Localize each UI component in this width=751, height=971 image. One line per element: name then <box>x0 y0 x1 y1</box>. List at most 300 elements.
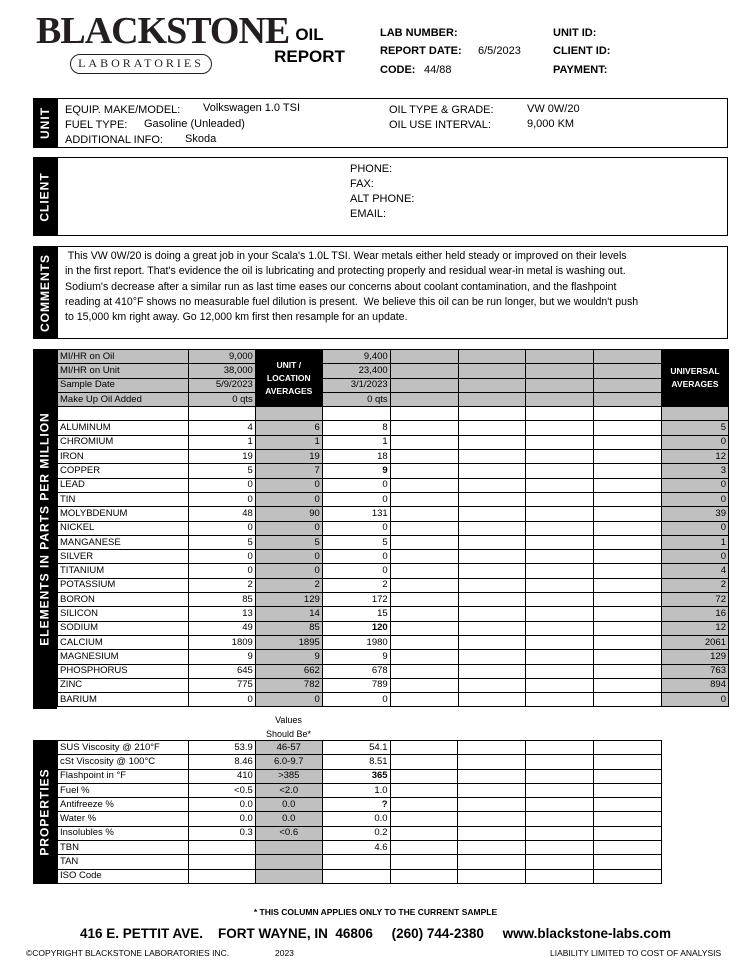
empty-cell <box>526 741 594 755</box>
empty-cell <box>594 812 662 826</box>
element-universal-average: 0 <box>661 693 728 707</box>
empty-cell <box>255 407 322 421</box>
empty-cell <box>390 350 458 364</box>
empty-cell <box>526 407 594 421</box>
property-current-value: 8.46 <box>188 755 255 769</box>
property-current-value <box>188 855 255 869</box>
empty-cell <box>458 578 526 592</box>
table-row <box>58 478 729 492</box>
property-name: Water % <box>58 812 189 826</box>
property-previous-value: 54.1 <box>322 741 390 755</box>
property-name: ISO Code <box>58 869 189 883</box>
spacer-row <box>58 407 729 421</box>
table-row <box>58 535 729 549</box>
footer-copyright: ©COPYRIGHT BLACKSTONE LABORATORIES INC. <box>26 948 230 958</box>
empty-cell <box>458 407 526 421</box>
element-previous-value: 1980 <box>322 635 390 649</box>
alt-phone-label: ALT PHONE: <box>350 193 415 205</box>
table-row <box>58 635 729 649</box>
empty-cell <box>526 421 594 435</box>
empty-cell <box>594 607 662 621</box>
empty-cell <box>322 407 390 421</box>
empty-cell <box>390 550 458 564</box>
element-name: CHROMIUM <box>58 435 189 449</box>
property-current-value: 0.3 <box>188 826 255 840</box>
empty-cell <box>390 421 458 435</box>
element-universal-average: 39 <box>661 507 728 521</box>
table-row <box>58 755 662 769</box>
element-universal-average: 12 <box>661 621 728 635</box>
property-previous-value: 0.2 <box>322 826 390 840</box>
element-unit-average: 0 <box>255 550 322 564</box>
property-current-value: 53.9 <box>188 741 255 755</box>
empty-cell <box>526 378 594 392</box>
element-name: MOLYBDENUM <box>58 507 189 521</box>
report-date-label: REPORT DATE: <box>380 45 462 57</box>
empty-cell <box>390 664 458 678</box>
empty-cell <box>594 593 662 607</box>
element-unit-average: 0 <box>255 564 322 578</box>
empty-cell <box>594 826 662 840</box>
info-previous-value: 3/1/2023 <box>322 378 390 392</box>
report-title-line2: REPORT <box>274 47 345 66</box>
element-unit-average: 5 <box>255 535 322 549</box>
empty-cell <box>594 678 662 692</box>
element-current-value: 0 <box>188 550 255 564</box>
element-previous-value: 9 <box>322 650 390 664</box>
element-current-value: 1809 <box>188 635 255 649</box>
empty-cell <box>526 478 594 492</box>
empty-cell <box>594 535 662 549</box>
empty-cell <box>390 564 458 578</box>
element-current-value: 0 <box>188 564 255 578</box>
table-row <box>58 593 729 607</box>
properties-side-label: PROPERTIES <box>33 740 57 884</box>
table-row <box>58 812 662 826</box>
empty-cell <box>458 783 526 797</box>
info-row <box>58 350 729 364</box>
empty-cell <box>594 464 662 478</box>
empty-cell <box>390 635 458 649</box>
property-current-value: 410 <box>188 769 255 783</box>
table-row <box>58 769 662 783</box>
empty-cell <box>661 407 728 421</box>
properties-table <box>57 740 662 884</box>
empty-cell <box>594 841 662 855</box>
element-current-value: 13 <box>188 607 255 621</box>
client-side-label: CLIENT <box>33 157 57 236</box>
element-name: LEAD <box>58 478 189 492</box>
element-current-value: 85 <box>188 593 255 607</box>
footer-note: * THIS COLUMN APPLIES ONLY TO THE CURRENT SAMPLE <box>253 907 498 917</box>
empty-cell <box>458 621 526 635</box>
element-previous-value: 0 <box>322 564 390 578</box>
element-current-value: 49 <box>188 621 255 635</box>
table-row <box>58 435 729 449</box>
property-previous-value: 4.6 <box>322 841 390 855</box>
empty-cell <box>458 593 526 607</box>
property-should-be: 6.0-9.7 <box>255 755 322 769</box>
element-name: TIN <box>58 492 189 506</box>
element-name: TITANIUM <box>58 564 189 578</box>
property-name: Insolubles % <box>58 826 189 840</box>
property-previous-value: 365 <box>322 769 390 783</box>
empty-cell <box>458 693 526 707</box>
empty-cell <box>458 841 526 855</box>
element-universal-average: 4 <box>661 564 728 578</box>
element-previous-value: 0 <box>322 550 390 564</box>
element-current-value: 0 <box>188 521 255 535</box>
empty-cell <box>526 755 594 769</box>
element-name: ALUMINUM <box>58 421 189 435</box>
element-current-value: 48 <box>188 507 255 521</box>
empty-cell <box>594 769 662 783</box>
empty-cell <box>594 435 662 449</box>
empty-cell <box>390 607 458 621</box>
empty-cell <box>594 392 662 406</box>
table-row <box>58 664 729 678</box>
property-current-value <box>188 841 255 855</box>
info-current-value: 38,000 <box>188 364 255 378</box>
element-current-value: 775 <box>188 678 255 692</box>
empty-cell <box>390 812 458 826</box>
footer-address: 416 E. PETTIT AVE. FORT WAYNE, IN 46806 (260) 744-2380 www.blackstone-labs.com <box>80 926 671 941</box>
info-current-value: 9,000 <box>188 350 255 364</box>
element-universal-average: 894 <box>661 678 728 692</box>
values-should-be-head <box>255 713 322 741</box>
empty-cell <box>526 507 594 521</box>
empty-cell <box>526 855 594 869</box>
table-row <box>58 855 662 869</box>
empty-cell <box>458 350 526 364</box>
footer-year: 2023 <box>275 948 294 958</box>
empty-cell <box>526 769 594 783</box>
empty-cell <box>526 812 594 826</box>
element-previous-value: 15 <box>322 607 390 621</box>
empty-cell <box>526 869 594 883</box>
empty-cell <box>458 798 526 812</box>
element-current-value: 0 <box>188 478 255 492</box>
empty-cell <box>526 783 594 797</box>
fuel-type-label: FUEL TYPE: <box>65 119 128 131</box>
payment-label: PAYMENT: <box>553 64 608 76</box>
empty-cell <box>458 521 526 535</box>
lab-number-label: LAB NUMBER: <box>380 27 458 39</box>
oil-type-label: OIL TYPE & GRADE: <box>389 104 494 116</box>
property-name: TAN <box>58 855 189 869</box>
empty-cell <box>458 664 526 678</box>
empty-cell <box>458 435 526 449</box>
empty-cell <box>390 378 458 392</box>
element-name: BORON <box>58 593 189 607</box>
empty-cell <box>390 841 458 855</box>
element-name: CALCIUM <box>58 635 189 649</box>
element-previous-value: 2 <box>322 578 390 592</box>
empty-cell <box>390 492 458 506</box>
empty-cell <box>594 478 662 492</box>
empty-cell <box>58 407 189 421</box>
comment-line: reading at 410°F shows no measurable fuel dilution is present. We believe this oil can be run longer, but we wouldn't push <box>65 295 639 308</box>
table-row <box>58 678 729 692</box>
email-label: EMAIL: <box>350 208 387 220</box>
code-value: 44/88 <box>424 64 452 76</box>
property-should-be <box>255 869 322 883</box>
empty-cell <box>594 650 662 664</box>
equip-value: Volkswagen 1.0 TSI <box>203 102 301 114</box>
empty-cell <box>458 507 526 521</box>
empty-cell <box>390 478 458 492</box>
empty-cell <box>526 621 594 635</box>
property-current-value: 0.0 <box>188 812 255 826</box>
element-universal-average: 0 <box>661 435 728 449</box>
fuel-type-value: Gasoline (Unleaded) <box>144 118 245 130</box>
report-title-line1: OIL <box>295 25 324 44</box>
empty-cell <box>594 378 662 392</box>
empty-cell <box>594 869 662 883</box>
empty-cell <box>390 826 458 840</box>
client-id-label: CLIENT ID: <box>553 45 611 57</box>
empty-cell <box>594 550 662 564</box>
values-head-line1: Values <box>275 715 302 725</box>
elements-side-label: ELEMENTS IN PARTS PER MILLION <box>33 349 57 709</box>
empty-cell <box>526 492 594 506</box>
empty-cell <box>526 578 594 592</box>
element-unit-average: 129 <box>255 593 322 607</box>
element-universal-average: 5 <box>661 421 728 435</box>
empty-cell <box>390 855 458 869</box>
element-unit-average: 0 <box>255 693 322 707</box>
element-previous-value: 120 <box>322 621 390 635</box>
element-unit-average: 90 <box>255 507 322 521</box>
empty-cell <box>526 550 594 564</box>
empty-cell <box>594 507 662 521</box>
empty-cell <box>458 769 526 783</box>
logo-wordmark: BLACKSTONE <box>36 10 290 52</box>
element-previous-value: 172 <box>322 593 390 607</box>
empty-cell <box>390 392 458 406</box>
element-unit-average: 1895 <box>255 635 322 649</box>
property-previous-value: 1.0 <box>322 783 390 797</box>
empty-cell <box>594 855 662 869</box>
info-row <box>58 364 729 378</box>
empty-cell <box>594 350 662 364</box>
element-unit-average: 9 <box>255 650 322 664</box>
element-universal-average: 0 <box>661 492 728 506</box>
property-should-be: 0.0 <box>255 812 322 826</box>
empty-cell <box>526 678 594 692</box>
empty-cell <box>526 521 594 535</box>
element-previous-value: 0 <box>322 521 390 535</box>
property-should-be <box>255 841 322 855</box>
report-date-value: 6/5/2023 <box>478 45 521 57</box>
element-name: NICKEL <box>58 521 189 535</box>
table-row <box>58 464 729 478</box>
empty-cell <box>390 755 458 769</box>
element-previous-value: 0 <box>322 478 390 492</box>
property-current-value: <0.5 <box>188 783 255 797</box>
element-current-value: 4 <box>188 421 255 435</box>
comment-line: in the first report. That's evidence the oil is lubricating and protecting properly and residual wear-in metal is washing out. <box>65 265 626 278</box>
empty-cell <box>390 535 458 549</box>
empty-cell <box>594 783 662 797</box>
element-unit-average: 662 <box>255 664 322 678</box>
empty-cell <box>594 741 662 755</box>
empty-cell <box>526 464 594 478</box>
empty-cell <box>458 650 526 664</box>
empty-cell <box>594 578 662 592</box>
footer-liability: LIABILITY LIMITED TO COST OF ANALYSIS <box>550 948 722 958</box>
empty-cell <box>390 507 458 521</box>
values-head-line2: Should Be* <box>265 729 312 739</box>
element-current-value: 9 <box>188 650 255 664</box>
empty-cell <box>458 378 526 392</box>
report-title <box>262 24 357 68</box>
element-universal-average: 16 <box>661 607 728 621</box>
element-name: MANGANESE <box>58 535 189 549</box>
element-name: ZINC <box>58 678 189 692</box>
element-universal-average: 0 <box>661 521 728 535</box>
code-label: CODE: <box>380 64 416 76</box>
info-label: MI/HR on Unit <box>58 364 189 378</box>
element-universal-average: 129 <box>661 650 728 664</box>
oil-type-value: VW 0W/20 <box>527 103 580 115</box>
empty-cell <box>594 798 662 812</box>
element-previous-value: 1 <box>322 435 390 449</box>
element-universal-average: 2061 <box>661 635 728 649</box>
empty-cell <box>526 607 594 621</box>
comment-line: to 15,000 km right away. Go 12,000 km first then resample for an update. <box>65 311 408 324</box>
empty-cell <box>458 869 526 883</box>
info-current-value: 5/9/2023 <box>188 378 255 392</box>
table-row <box>58 578 729 592</box>
element-universal-average: 763 <box>661 664 728 678</box>
empty-cell <box>390 464 458 478</box>
property-name: Flashpoint in °F <box>58 769 189 783</box>
universal-averages-head: UNIVERSAL AVERAGES <box>661 350 728 407</box>
comments-text <box>65 249 725 325</box>
empty-cell <box>458 550 526 564</box>
empty-cell <box>594 421 662 435</box>
element-name: BARIUM <box>58 693 189 707</box>
element-previous-value: 8 <box>322 421 390 435</box>
empty-cell <box>390 435 458 449</box>
info-row <box>58 392 729 406</box>
element-unit-average: 0 <box>255 478 322 492</box>
property-should-be: 0.0 <box>255 798 322 812</box>
element-previous-value: 18 <box>322 450 390 464</box>
additional-info-value: Skoda <box>185 133 217 145</box>
element-universal-average: 0 <box>661 478 728 492</box>
element-current-value: 0 <box>188 492 255 506</box>
empty-cell <box>526 392 594 406</box>
table-row <box>58 783 662 797</box>
element-universal-average: 12 <box>661 450 728 464</box>
element-universal-average: 1 <box>661 535 728 549</box>
empty-cell <box>458 421 526 435</box>
info-label: Sample Date <box>58 378 189 392</box>
table-row <box>58 741 662 755</box>
info-current-value: 0 qts <box>188 392 255 406</box>
empty-cell <box>594 521 662 535</box>
empty-cell <box>594 635 662 649</box>
empty-cell <box>390 783 458 797</box>
empty-cell <box>390 769 458 783</box>
element-previous-value: 0 <box>322 693 390 707</box>
empty-cell <box>458 607 526 621</box>
element-name: PHOSPHORUS <box>58 664 189 678</box>
property-previous-value <box>322 855 390 869</box>
element-current-value: 19 <box>188 450 255 464</box>
element-name: SILICON <box>58 607 189 621</box>
element-previous-value: 0 <box>322 492 390 506</box>
table-row <box>58 621 729 635</box>
element-unit-average: 0 <box>255 521 322 535</box>
empty-cell <box>526 450 594 464</box>
property-should-be: >385 <box>255 769 322 783</box>
comment-line: This VW 0W/20 is doing a great job in your Scala's 1.0L TSI. Wear metals either held steady or improved on their levels <box>65 250 627 262</box>
property-previous-value <box>322 869 390 883</box>
table-row <box>58 521 729 535</box>
element-name: IRON <box>58 450 189 464</box>
empty-cell <box>526 826 594 840</box>
empty-cell <box>458 755 526 769</box>
empty-cell <box>458 855 526 869</box>
table-row <box>58 450 729 464</box>
additional-info-label: ADDITIONAL INFO: <box>65 134 163 146</box>
property-name: cSt Viscosity @ 100°C <box>58 755 189 769</box>
phone-label: PHONE: <box>350 163 393 175</box>
table-row <box>58 826 662 840</box>
empty-cell <box>526 364 594 378</box>
element-current-value: 5 <box>188 464 255 478</box>
empty-cell <box>458 741 526 755</box>
fax-label: FAX: <box>350 178 374 190</box>
empty-cell <box>458 564 526 578</box>
empty-cell <box>390 741 458 755</box>
element-name: MAGNESIUM <box>58 650 189 664</box>
empty-cell <box>594 664 662 678</box>
empty-cell <box>390 578 458 592</box>
empty-cell <box>458 812 526 826</box>
element-unit-average: 14 <box>255 607 322 621</box>
element-unit-average: 19 <box>255 450 322 464</box>
empty-cell <box>390 407 458 421</box>
property-previous-value: 8.51 <box>322 755 390 769</box>
element-universal-average: 3 <box>661 464 728 478</box>
empty-cell <box>526 564 594 578</box>
element-name: SODIUM <box>58 621 189 635</box>
element-unit-average: 1 <box>255 435 322 449</box>
element-universal-average: 2 <box>661 578 728 592</box>
table-row <box>58 693 729 707</box>
empty-cell <box>594 564 662 578</box>
empty-cell <box>458 635 526 649</box>
property-current-value: 0.0 <box>188 798 255 812</box>
empty-cell <box>390 693 458 707</box>
empty-cell <box>526 435 594 449</box>
oil-interval-label: OIL USE INTERVAL: <box>389 119 491 131</box>
empty-cell <box>390 678 458 692</box>
unit-side-label: UNIT <box>33 98 57 148</box>
empty-cell <box>526 535 594 549</box>
property-should-be <box>255 855 322 869</box>
info-previous-value: 23,400 <box>322 364 390 378</box>
property-name: Fuel % <box>58 783 189 797</box>
table-row <box>58 841 662 855</box>
empty-cell <box>188 407 255 421</box>
comments-side-label: COMMENTS <box>33 246 57 339</box>
empty-cell <box>458 450 526 464</box>
